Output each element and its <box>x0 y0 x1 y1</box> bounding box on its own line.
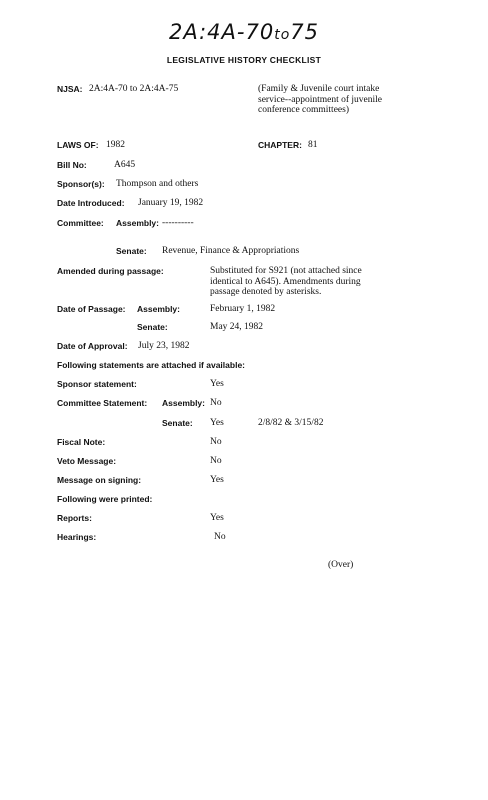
description-line: conference committees) <box>258 105 349 115</box>
message-on-signing-value: Yes <box>210 475 224 485</box>
date-of-passage-label: Date of Passage: <box>57 304 126 314</box>
fiscal-note-label: Fiscal Note: <box>57 437 106 447</box>
date-of-approval-value: July 23, 1982 <box>138 341 190 351</box>
sponsor-statement-label: Sponsor statement: <box>57 379 137 389</box>
chapter-label: CHAPTER: <box>258 140 302 150</box>
committee-assembly-value: ---------- <box>162 218 194 228</box>
chapter-value: 81 <box>308 140 318 150</box>
committee-label: Committee: <box>57 218 104 228</box>
amended-line: passage denoted by asterisks. <box>210 287 322 297</box>
njsa-label: NJSA: <box>57 84 83 94</box>
amended-note <box>210 266 420 298</box>
laws-of-value: 1982 <box>106 140 125 150</box>
passage-assembly-label: Assembly: <box>137 304 180 314</box>
amended-line: identical to A645). Amendments during <box>210 276 361 287</box>
following-printed-heading: Following were printed: <box>57 494 153 504</box>
veto-message-value: No <box>210 456 222 466</box>
description-line: service--appointment of juvenile <box>258 94 382 105</box>
passage-senate-label: Senate: <box>137 322 168 332</box>
over-note: (Over) <box>328 560 354 570</box>
date-introduced-label: Date Introduced: <box>57 198 125 208</box>
handwritten-end: 75 <box>290 20 319 44</box>
date-of-approval-label: Date of Approval: <box>57 341 128 351</box>
cs-assembly-label: Assembly: <box>162 398 205 408</box>
laws-of-label: LAWS OF: <box>57 140 99 150</box>
bill-no-value: A645 <box>114 160 136 170</box>
amended-label: Amended during passage: <box>57 266 164 276</box>
reports-label: Reports: <box>57 513 92 523</box>
hearings-value: No <box>214 532 226 542</box>
njsa-value: 2A:4A-70 to 2A:4A-75 <box>89 84 179 94</box>
message-on-signing-label: Message on signing: <box>57 475 142 485</box>
handwritten-header <box>0 20 488 44</box>
cs-assembly-value: No <box>210 398 222 408</box>
cs-senate-value: Yes <box>210 418 224 428</box>
following-attached-heading: Following statements are attached if available: <box>57 360 245 370</box>
committee-senate-value: Revenue, Finance & Appropriations <box>162 246 300 256</box>
hearings-label: Hearings: <box>57 532 97 542</box>
cs-senate-dates: 2/8/82 & 3/15/82 <box>258 418 324 428</box>
committee-senate-label: Senate: <box>116 246 147 256</box>
passage-assembly-value: February 1, 1982 <box>210 304 276 314</box>
sponsors-value: Thompson and others <box>116 179 199 189</box>
amended-line: Substituted for S921 (not attached since <box>210 266 362 276</box>
reports-value: Yes <box>210 513 224 523</box>
fiscal-note-value: No <box>210 437 222 447</box>
passage-senate-value: May 24, 1982 <box>210 322 264 332</box>
cs-senate-label: Senate: <box>162 418 193 428</box>
sponsor-statement-value: Yes <box>210 379 224 389</box>
date-introduced-value: January 19, 1982 <box>138 198 204 208</box>
description <box>258 84 458 116</box>
page-title: LEGISLATIVE HISTORY CHECKLIST <box>166 55 322 65</box>
veto-message-label: Veto Message: <box>57 456 117 466</box>
handwritten-main: 2A:4A-70 <box>168 20 275 44</box>
committee-assembly-label: Assembly: <box>116 218 159 228</box>
handwritten-to: to <box>274 27 291 43</box>
description-line: (Family & Juvenile court intake <box>258 84 380 94</box>
committee-statement-label: Committee Statement: <box>57 398 148 408</box>
bill-no-label: Bill No: <box>57 160 87 170</box>
sponsors-label: Sponsor(s): <box>57 179 105 189</box>
